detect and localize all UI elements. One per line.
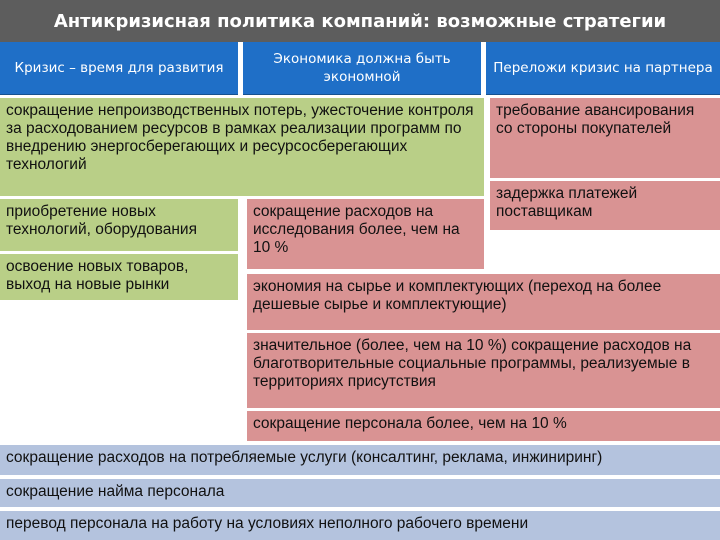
cell-new-markets: освоение новых товаров, выход на новые рынки: [0, 254, 238, 300]
column-header-shift-to-partner: Переложи кризис на партнера: [486, 42, 720, 95]
cell-part-time-transfer: перевод персонала на работу на условиях неполного рабочего времени: [0, 509, 720, 540]
page-title: Антикризисная политика компаний: возможные стратегии: [0, 0, 720, 42]
cell-supplier-payment-delay: задержка платежей поставщикам: [490, 181, 720, 230]
cell-hiring-cut: сокращение найма персонала: [0, 477, 720, 507]
cell-new-technologies: приобретение новых технологий, оборудования: [0, 199, 238, 251]
cell-rnd-cut: сокращение расходов на исследования более, чем на 10 %: [247, 199, 484, 269]
cell-prepayment-requirement: требование авансирования со стороны покупателей: [490, 98, 720, 178]
cell-services-cut: сокращение расходов на потребляемые услуги (консалтинг, реклама, инжиниринг): [0, 443, 720, 475]
column-header-economy-economical: Экономика должна быть экономной: [243, 42, 481, 95]
cell-loss-reduction: сокращение непроизводственных потерь, ужесточение контроля за расходованием ресурсов в рамках реализации программ по внедрению энергосберегающих и ресурсосберегающих технологий: [0, 98, 484, 196]
cell-social-programs-cut: значительное (более, чем на 10 %) сокращение расходов на благотворительные социальные программы, реализуемые в территориях присутствия: [247, 333, 720, 408]
cell-staff-reduction: сокращение персонала более, чем на 10 %: [247, 411, 720, 441]
column-header-crisis-development: Кризис – время для развития: [0, 42, 238, 95]
cell-raw-materials-saving: экономия на сырье и комплектующих (переход на более дешевые сырье и комплектующие): [247, 274, 720, 330]
